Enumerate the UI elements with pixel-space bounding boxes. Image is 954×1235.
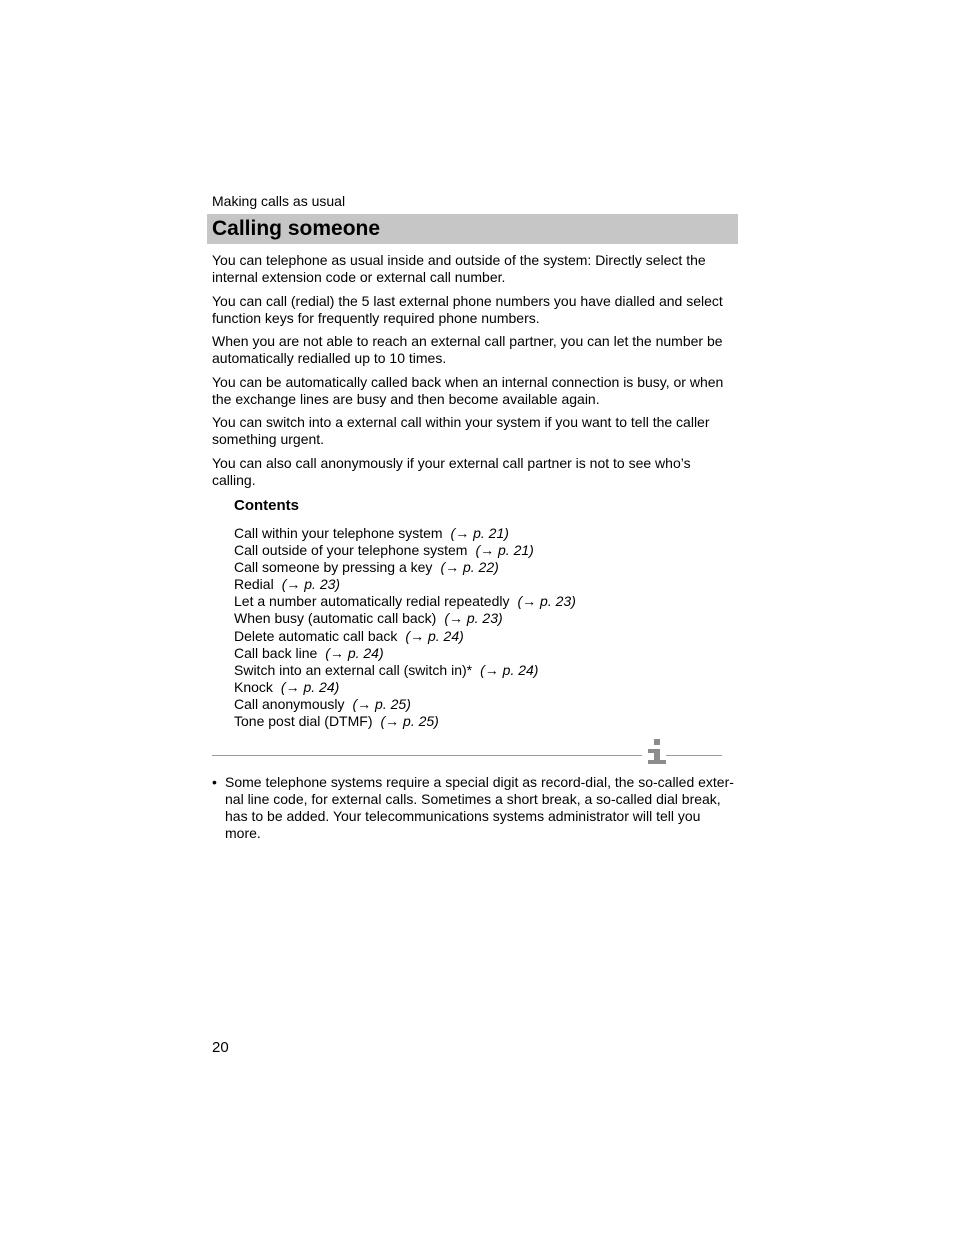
intro-paragraph: You can telephone as usual inside and outside of the system: Directly select the internal extension code or external call number. <box>212 252 706 285</box>
bullet: • <box>212 774 217 790</box>
info-note <box>212 774 736 842</box>
contents-item-label: Switch into an external call (switch in)* <box>234 661 473 678</box>
contents-list <box>234 525 576 730</box>
intro-paragraph: You can call (redial) the 5 last external phone numbers you have dialled and select function keys for frequently required phone numbers. <box>212 292 723 326</box>
page-reference[interactable]: (→ p. 24) <box>280 678 340 695</box>
contents-item[interactable] <box>234 542 576 559</box>
contents-item-label: Call back line <box>234 644 318 661</box>
page-reference[interactable]: (→ p. 25) <box>380 713 439 730</box>
contents-item-label: Call anonymously <box>234 695 345 712</box>
page-reference[interactable]: (→ p. 24) <box>480 661 539 678</box>
contents-item-label: Let a number automatically redial repeatedly <box>234 593 510 610</box>
contents-item[interactable] <box>234 559 576 576</box>
contents-item-label: Call outside of your telephone system <box>234 542 468 559</box>
contents-item-label: Call someone by pressing a key <box>234 559 433 576</box>
intro-paragraph: You can also call anonymously if your external call partner is not to see who’s calling. <box>212 454 691 488</box>
info-divider <box>212 755 642 756</box>
contents-item-label: Tone post dial (DTMF) <box>234 713 373 730</box>
info-icon <box>646 738 668 766</box>
contents-item[interactable] <box>234 525 576 542</box>
page-title: Calling someone <box>212 217 381 240</box>
contents-item[interactable] <box>234 696 576 713</box>
contents-item[interactable] <box>234 610 576 627</box>
contents-item-label: Knock <box>234 678 273 695</box>
page-reference[interactable]: (→ p. 22) <box>440 559 499 576</box>
info-divider <box>666 755 722 756</box>
contents-item[interactable] <box>234 662 576 679</box>
section-label: Making calls as usual <box>212 193 346 209</box>
contents-item-label: Delete automatic call back <box>234 627 398 644</box>
contents-heading: Contents <box>234 497 299 514</box>
page-reference[interactable]: (→ p. 24) <box>325 644 384 661</box>
page-reference[interactable]: (→ p. 24) <box>405 627 464 644</box>
info-notes <box>212 774 736 842</box>
info-note-text: Some telephone systems require a special digit as record-dial, the so-called exter- nal line code, for external calls. Sometimes a short break, a so-called dial break, has to be added. Your telecommunications systems administrator will tell you more. <box>225 774 734 841</box>
page-reference[interactable]: (→ p. 21) <box>475 542 534 559</box>
contents-item-label: Redial <box>234 576 274 593</box>
contents-item[interactable] <box>234 593 576 610</box>
contents-item[interactable] <box>234 628 576 645</box>
contents-item-label: Call within your telephone system <box>234 525 443 541</box>
page-reference[interactable]: (→ p. 23) <box>281 576 341 593</box>
intro-text <box>212 252 738 495</box>
intro-paragraph: When you are not able to reach an external call partner, you can let the number be automatically redialled up to 10 times. <box>212 333 723 366</box>
contents-item-label: When busy (automatic call back) <box>234 610 437 627</box>
title-bar <box>207 214 738 244</box>
contents-item[interactable] <box>234 576 576 593</box>
intro-paragraph: You can switch into a external call within your system if you want to tell the caller something urgent. <box>212 414 710 447</box>
contents-item[interactable] <box>234 679 576 696</box>
intro-paragraph: You can be automatically called back when an internal connection is busy, or when the exchange lines are busy and then become available again. <box>212 373 724 407</box>
contents-item[interactable] <box>234 645 576 662</box>
page-reference[interactable]: (→ p. 23) <box>444 610 503 627</box>
page-reference[interactable]: (→ p. 21) <box>450 525 509 541</box>
page-reference[interactable]: (→ p. 23) <box>517 593 576 610</box>
page-number: 20 <box>212 1039 229 1056</box>
page-reference[interactable]: (→ p. 25) <box>352 695 411 712</box>
contents-item[interactable] <box>234 713 576 730</box>
